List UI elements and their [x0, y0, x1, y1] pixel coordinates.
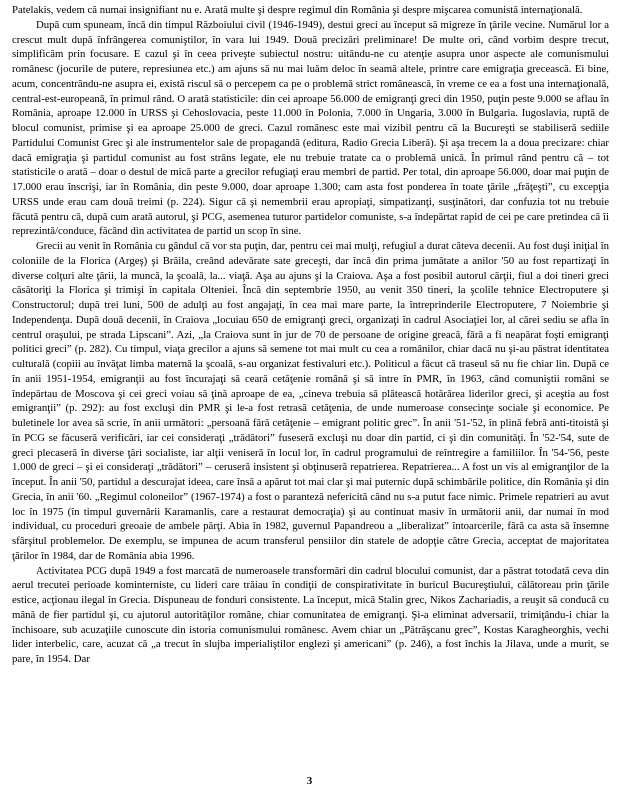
- paragraph-greek-emigration-statistics: După cum spuneam, încă din timpul Războiului civil (1946-1949), destui greci au început să migreze în ţările vecine. Numărul lor a crescut mult după înfrângerea comuniştilor, în vara lui 1949. Două precizări preliminare! De multe ori, când vorbim despre trecut, simplificăm prin focusare. E cazul şi în ceea priveşte subiectul nostru: uitându-ne cu atenţie asupra unor aspecte ale comunismului românesc (jocurile de putere, represiunea etc.) am ajuns să nu mai luăm deloc în seamă altele, printre care emigraţia grecească. Ei bine, acum, concentrându-ne asupra ei, există riscul să o percepem ca pe o problemă strict românească, în vreme ce ea a fost una internaţională, central-est-europeană, în primul rând. O arată statisticile: din cei aproape 56.000 de emigranţi greci din 1950, puţin peste 9.000 se aflau în România, aproape 12.000 în URSS şi Cehoslovacia, peste 11.000 în Polonia, 7.000 în Ungaria, 3.000 în Bulgaria. Iugoslavia, ruptă de blocul comunist, primise şi ea aproape 25.000 de greci. Cazul românesc este mai vizibil pentru că la Bucureşti se stabiliseră sediile Partidului Comunist Grec şi ale instrumentelor sale de propagandă (editura, Radio Grecia Liberă). Şi aşa trecem la a doua precizare: chiar dacă emigraţia şi partidul comunist au fost strâns legate, ele nu trebuie tratate ca o problemă unică. În primul rând pentru că – tot statisticile o arată – doar o destul de mică parte a grecilor refugiaţi erau membri de partid. Per total, din aproape 56.000, doar mai puţin de 17.000 erau înscrişi, iar în România, din peste 9.000, doar aproape 1.300; cam asta fost ponderea în toate ţările „frăţeşti”, cu excepţia URSS unde erau cam două treimi (p. 224). Sigur că şi nemembrii erau apropiaţi, simpatizanţi, susţinători, dar confuzia tot nu trebuie făcută pentru că, după cum arată autorul, şi PCG, asemenea tuturor partidelor comuniste, s-a îndepărtat rapid de cei pe care pretindea că îi reprezintă/conduce, făcând din activitatea de partid un scop în sine.: [12, 18, 609, 238]
- paragraph-greeks-in-romania: Grecii au venit în România cu gândul că vor sta puţin, dar, pentru cei mai mulţi, refugiul a durat câteva decenii. Au fost duşi iniţial în coloniile de la Florica (Argeş) şi Brăila, creând adevărate sate greceşti, dar încă din prima jumătate a anilor '50 au fost repartizaţi în diverse colţuri alte ţării, la muncă, la şcoală, la... viaţă. Aşa au ajuns şi la Craiova. Aşa a fost posibil autorul cărţii, fiul a doi tineri greci căsătoriţi la Florica şi trimişi în capitala Olteniei. Încă din septembrie 1950, au venit 350 tineri, la şcolile tehnice Electroputere şi Constructorul; după trei luni, 500 de adulţi au fost angajaţi, în cea mai mare parte, la întreprinderile Electroputere, 7 Noiembrie şi Independenţa. După două decenii, în Craiova „locuiau 650 de emigranţi greci, organizaţi în cadrul Asociaţiei lor, al cărei sediu se afla în centrul oraşului, pe strada Lipscani”. Azi, „la Craiova sunt în jur de 70 de persoane de origine greacă, fără a fi neapărat foşti emigranţi politici greci” (p. 282). Cu timpul, viaţa grecilor a ajuns să semene tot mai mult cu cea a românilor, chiar dacă nu şi-au păstrat identitatea culturală (copiii au învăţat limba maternă la şcoală, s-au organizat festivaluri etc.). Politicul a făcut că traseul să nu fie chiar lin. După ce în anii 1951-1954, emigranţii au fost încurajaţi să ceară cetăţenie română şi să intre în PMR, în 1963, când comuniştii români se îndepărtau de Moscova şi cei greci voiau să ţină aproape de ea, „cineva trebuia să plătească hotărârea liderilor greci, şi aceştia au fost emigranţii” (p. 292): au fost excluşi din PMR şi le-a fost retrasă cetăţenia, de unde numeroase consecinţe sociale şi economice. Pe buletinele lor avea să scrie, în anii următori: „persoană fără cetăţenie – emigrant politic grec”. În anii '51-'52, în plină febră anti-titoistă şi în PCG se făcuseră verificări, iar cei consideraţi „trădători” fuseseră excluşi nu doar din partid, ci şi din comunităţi. În '52-'54, sute de greci plecaseră în diverse ţări socialiste, iar alţii veniseră în locul lor, în cadrul programului de reîntregire a familiilor. În '54-'56, peste 1.000 de greci – şi ei consideraţi „trădători” – ceruseră insistent şi obţinuseră repatrierea. Repatrierea... A fost un vis al emigranţilor de la început. În anii '50, partidul a descurajat ideea, care însă a apărut tot mai clar şi mai puternic după schimbările politice, din România şi din Grecia, în anii '60. „Regimul coloneilor” (1967-1974) a fost o paranteză nefericită când nu s-a putut face nimic. Primele repatrieri au avut loc în 1975 (în timpul guvernării Karamanlis, care a restaurat democraţia) şi au continuat masiv în următorii anii, dar numai în mod individual, cu proceduri greoaie de ambele părţi. Abia în 1982, guvernul Papandreou a „liberalizat” întoarcerile, fără ca asta să însemne sfârşitul problemelor. De exemplu, se impunea de acum transferul pensiilor din statele de adopţie către Grecia, acceptat de majoritatea ţărilor în 1984, dar de România abia 1996.: [12, 240, 609, 562]
- document-page: [12, 3, 609, 667]
- paragraph-continued-intro: Patelakis, vedem că numai insignifiant nu e. Arată multe şi despre regimul din România şi despre mişcarea comunistă internaţională.: [12, 4, 583, 16]
- page-number: 3: [306, 775, 313, 787]
- paragraph-pcg-activity: Activitatea PCG după 1949 a fost marcată de numeroasele transformări din cadrul blocului comunist, dar a păstrat totodată ceva din aerul trecutei perioade kominterniste, cu lideri care trăiau în condiţii de conspirativitate în buricul Bucureştiului, călătoreau prin ţările estice, acţionau ilegal în Grecia. Dispuneau de fonduri consistente. La început, mică Stalin grec, Nikos Zachariadis, a reuşit să conducă cu mână de fier partidul şi, cu ajutorul autorităţilor române, chiar comunitatea de emigranţi. Şi-a eliminat adversarii, trimiţându-i chiar la închisoare, sub acuzaţiile cunoscute din istoria comunismului românesc. Avem chiar un „Pătrăşcanu grec”, Kostas Karagheorghis, vechi lider interbelic, care, acuzat că „a trecut în slujba imperialiştilor englezi şi americani” (p. 246), a fost închis la Jilava, unde a murit, se pare, în 1954. Dar: [12, 564, 609, 665]
